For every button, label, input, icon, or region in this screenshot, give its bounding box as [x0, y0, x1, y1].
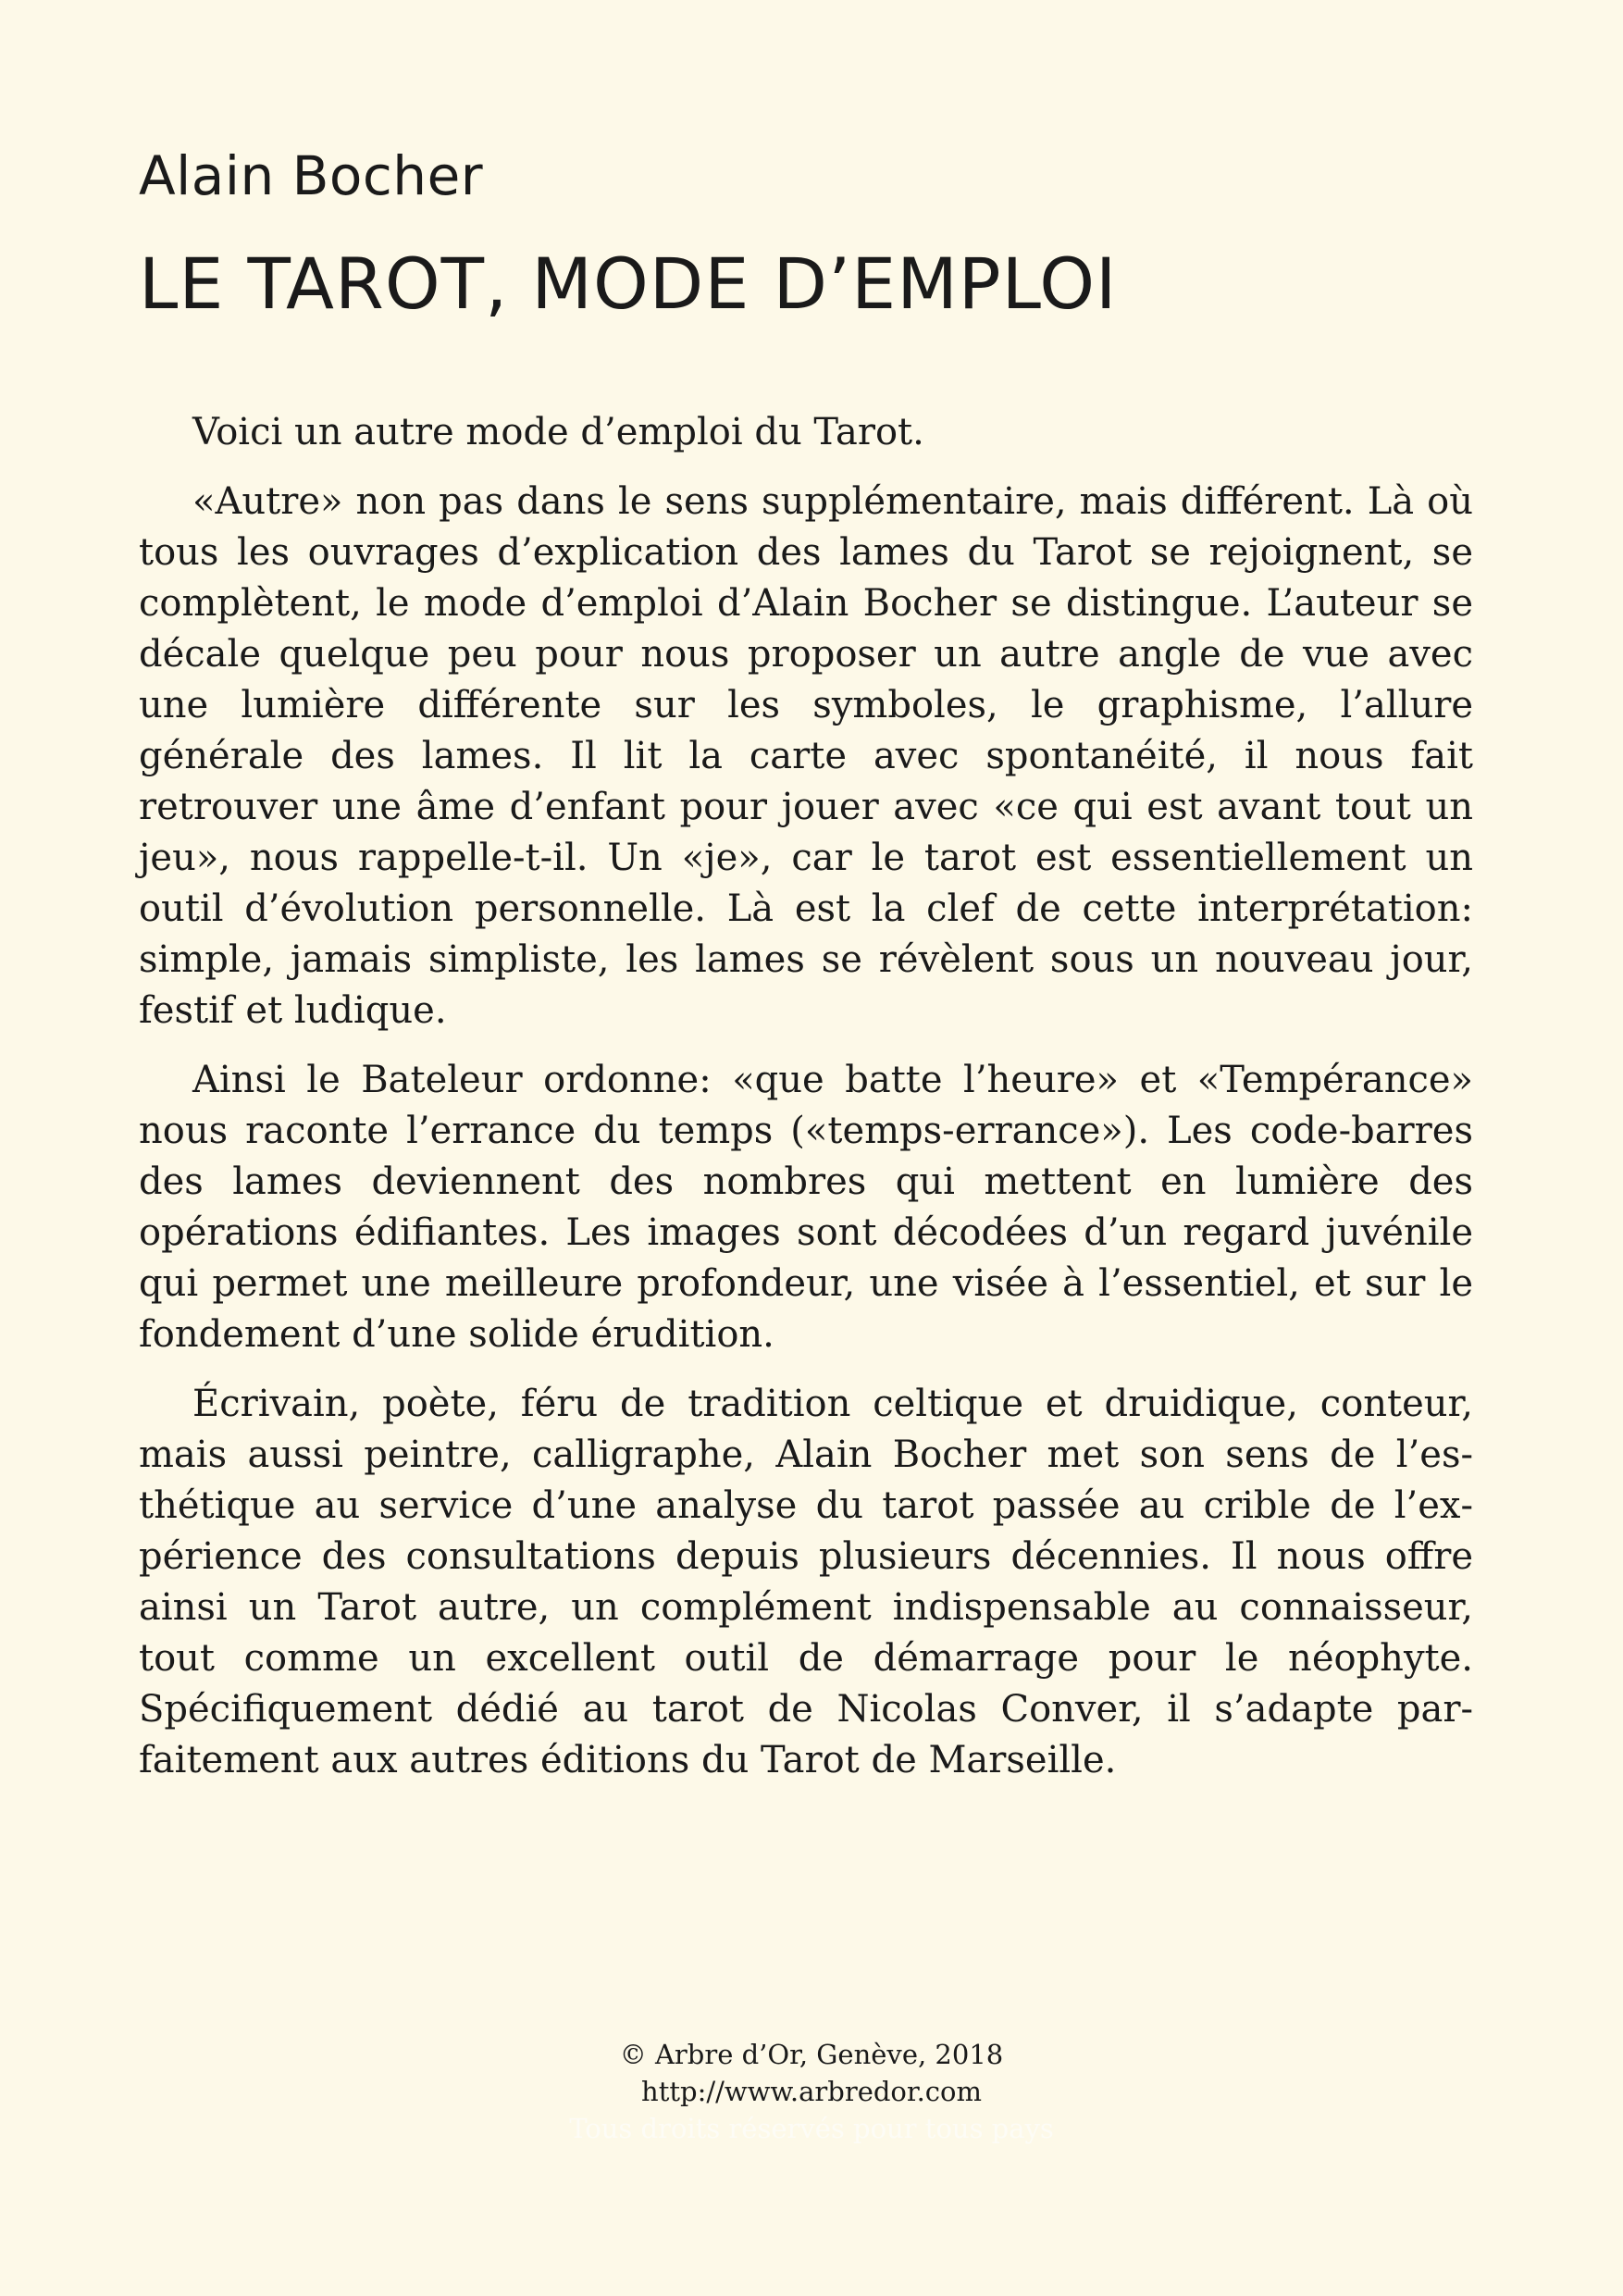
book-title: LE TAROT, MODE D’EMPLOI — [139, 242, 1118, 325]
body-text — [139, 407, 1473, 1805]
paragraph: «Autre» non pas dans le sens supplémentaire, mais différent. Là où tous les ouvrages d’explication des lames du Tarot se rejoignent, se complètent, le mode d’emploi d’Alain Bocher se distingue. L’auteur se décale quelque peu pour nous proposer un autre angle de vue avec une lumière différente sur les symboles, le graphisme, l’allure générale des lames. Il lit la carte avec spontanéité, il nous fait retrouver une âme d’enfant pour jouer avec «ce qui est avant tout un jeu», nous rappelle-t-il. Un «je», car le tarot est essentiellement un outil d’évolution personnelle. Là est la clef de cette interprétation: simple, jamais simpliste, les lames se révèlent sous un nouveau jour, festif et ludique. — [139, 480, 1473, 1032]
paragraph: Voici un autre mode d’emploi du Tarot. — [192, 411, 924, 453]
paragraph: Ainsi le Bateleur ordonne: «que batte l’heure» et «Tempérance» nous raconte l’errance du temps («temps-errance»). Les code-barres des lames deviennent des nombres qui mettent en lumière des opérations édifiantes. Les images sont décodées d’un regard juvénile qui permet une meilleure profondeur, une visée à l’essentiel, et sur le fondement d’une solide érudition. — [139, 1059, 1473, 1356]
paragraph: Écrivain, poète, féru de tradition celtique et druidique, conteur, mais aussi peintre, calligraphe, Alain Bocher met son sens de l’esthétique au service d’une analyse du tarot passée au crible de l’expérience des consultations depuis plusieurs décennies. Il nous offre ainsi un Tarot autre, un complément indispensable au connaisseur, tout comme un excellent outil de démarrage pour le néophyte. Spécifiquement dédié au tarot de Nicolas Conver, il s’adapte parfaitement aux autres éditions du Tarot de Marseille. — [139, 1383, 1473, 1781]
copyright-line: © Arbre d’Or, Genève, 2018 — [619, 2039, 1004, 2070]
rights-line: Tous droits réservés pour tous pays — [569, 2113, 1054, 2144]
publisher-footer — [0, 2036, 1623, 2147]
website-link[interactable]: http://www.arbredor.com — [641, 2076, 982, 2107]
document-page — [139, 0, 1473, 2296]
author-name: Alain Bocher — [139, 144, 484, 207]
